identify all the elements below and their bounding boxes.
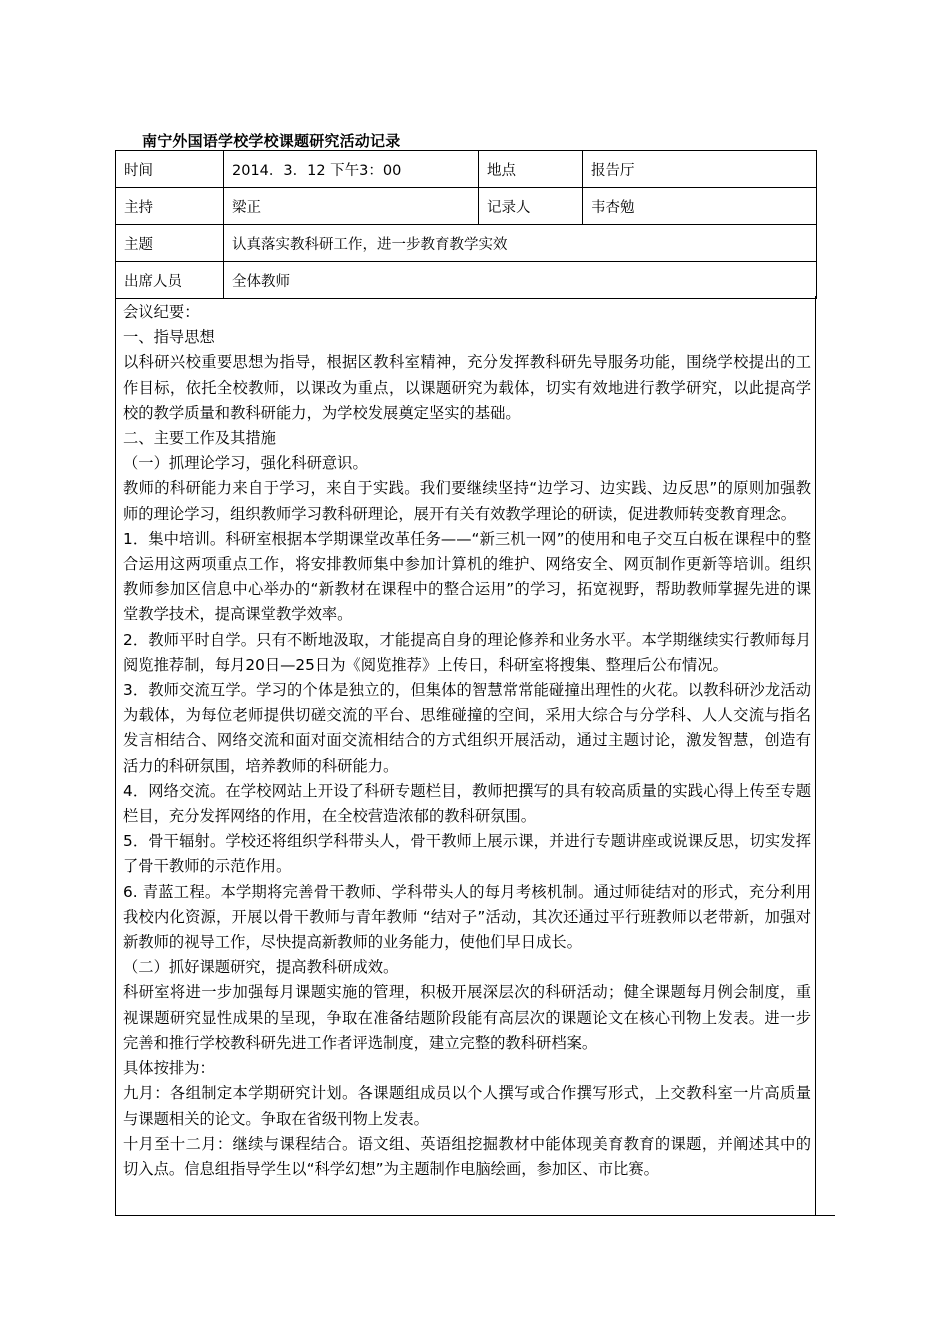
table-row [116,262,817,299]
minutes-paragraph: 以科研兴校重要思想为指导，根据区教科室精神，充分发挥教科研先导服务功能，围绕学校提出的工作目标，依托全校教师，以课改为重点，以课题研究为载体，切实有效地进行教学研究，以此提高学校的教学质量和教科研能力，为学校发展奠定坚实的基础。 [123,353,811,422]
minutes-paragraph: 5．骨干辐射。学校还将组织学科带头人，骨干教师上展示课，并进行专题讲座或说课反思，切实发挥了骨干教师的示范作用。 [123,832,811,876]
minutes-paragraph: 1．集中培训。科研室根据本学期课堂改革任务——“新三机一网”的使用和电子交互白板在课程中的整合运用这两项重点工作，将安排教师集中参加计算机的维护、网络安全、网页制作更新等培训。组织教师参加区信息中心举办的“新教材在课程中的整合运用”的学习，拓宽视野，帮助教师掌握先进的课堂教学技术，提高课堂教学效率。 [123,529,811,624]
minutes-paragraph: 科研室将进一步加强每月课题实施的管理，积极开展深层次的科研活动；健全课题每月例会制度，重视课题研究显性成果的呈现，争取在准备结题阶段能有高层次的课题论文在核心刊物上发表。进一步完善和推行学校教科研先进工作者评选制度，建立完整的教科研档案。 [123,983,811,1052]
minutes-paragraph: 一、指导思想 [123,328,215,347]
minutes-paragraph: 教师的科研能力来自于学习，来自于实践。我们要继续坚持“边学习、边实践、边反思”的原则加强教师的理论学习，组织教师学习教科研理论，展开有关有效教学理论的研读，促进教师转变教育理念。 [123,479,811,523]
recorder-value: 韦杏勉 [583,188,817,225]
minutes-paragraph: 会议纪要： [123,303,200,321]
place-label: 地点 [479,151,583,188]
table-row [116,225,817,262]
place-value: 报告厅 [583,151,817,188]
topic-label: 主题 [116,225,224,262]
table-row [116,188,817,225]
minutes-paragraph: 2．教师平时自学。只有不断地汲取，才能提高自身的理论修养和业务水平。本学期继续实行教师每月阅览推荐制，每月20日—25日为《阅览推荐》上传日，科研室将搜集、整理后公布情况。 [123,630,811,674]
host-value: 梁正 [224,188,479,225]
minutes-paragraph: 6. 青蓝工程。本学期将完善骨干教师、学科带头人的每月考核机制。通过师徒结对的形式，充分利用我校内化资源，开展以骨干教师与青年教师 “结对子”活动，其次还通过平行班教师以老带新，加强对新教师的视导工作，尽快提高新教师的业务能力，使他们早日成长。 [123,882,811,952]
time-value: 2014．3．12 下午3：00 [224,151,479,188]
attendees-label: 出席人员 [116,262,224,299]
minutes-paragraph: 十月至十二月：继续与课程结合。语文组、英语组挖掘教材中能体现美育教育的课题，并阐述其中的切入点。信息组指导学生以“科学幻想”为主题制作电脑绘画，参加区、市比赛。 [123,1134,811,1178]
meeting-info-table [115,150,817,299]
minutes-paragraph: （一）抓理论学习，强化科研意识。 [123,454,368,473]
minutes-paragraph: 二、主要工作及其措施 [123,429,276,448]
meeting-minutes [115,296,816,1216]
host-label: 主持 [116,188,224,225]
minutes-paragraph: 具体按排为： [123,1059,215,1078]
page-title: 南宁外国语学校学校课题研究活动记录 [142,132,401,150]
table-row [116,151,817,188]
minutes-paragraph: （二）抓好课题研究，提高教科研成效。 [123,958,399,977]
minutes-paragraph: 九月：各组制定本学期研究计划。各课题组成员以个人撰写或合作撰写形式，上交教科室一片高质量与课题相关的论文。争取在省级刊物上发表。 [123,1084,811,1128]
time-label: 时间 [116,151,224,188]
recorder-label: 记录人 [479,188,583,225]
topic-value: 认真落实教科研工作，进一步教育教学实效 [224,225,817,262]
attendees-value: 全体教师 [224,262,817,299]
table-border-stub [816,1215,835,1216]
minutes-paragraph: 4．网络交流。在学校网站上开设了科研专题栏目，教师把撰写的具有较高质量的实践心得上传至专题栏目，充分发挥网络的作用，在全校营造浓郁的教科研氛围。 [123,781,811,826]
minutes-paragraph: 3．教师交流互学。学习的个体是独立的，但集体的智慧常常能碰撞出理性的火花。以教科研沙龙活动为载体，为每位老师提供切磋交流的平台、思维碰撞的空间，采用大综合与分学科、人人交流与指名发言相结合、网络交流和面对面交流相结合的方式组织开展活动，通过主题讨论，激发智慧，创造有活力的科研氛围，培养教师的科研能力。 [123,681,811,775]
